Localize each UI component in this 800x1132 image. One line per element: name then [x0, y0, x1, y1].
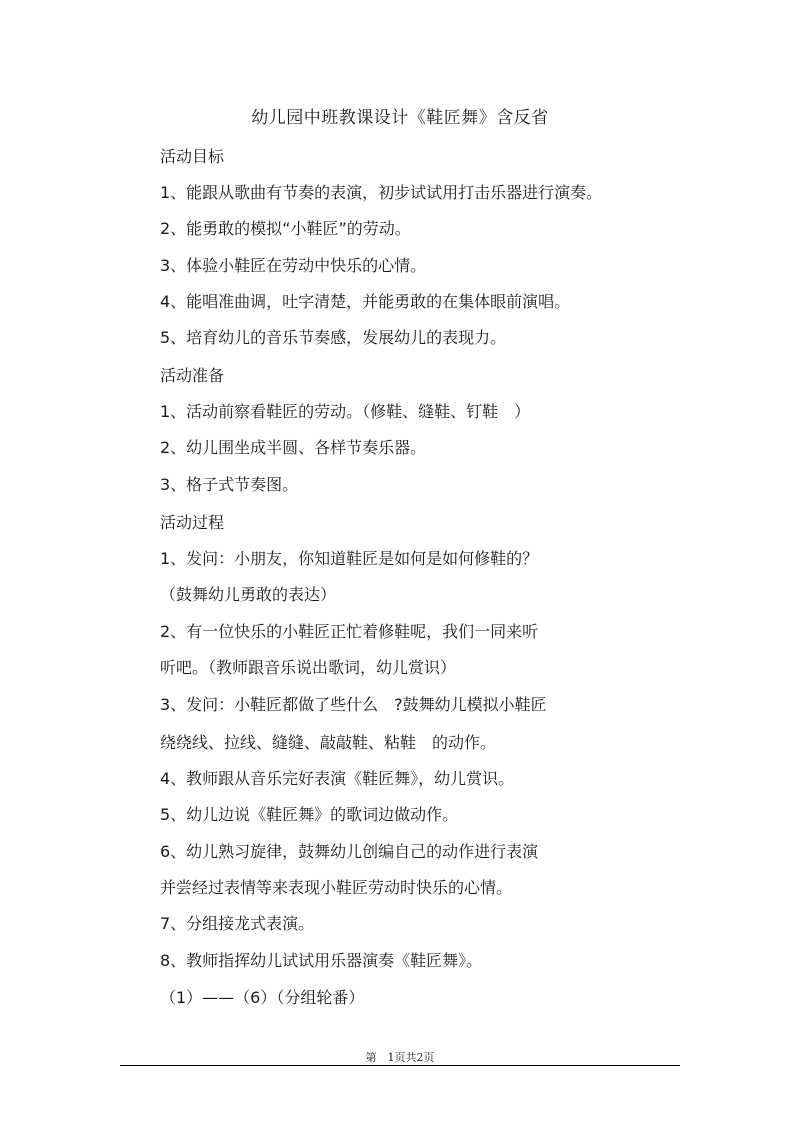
text-line: 7、分组接龙式表演。: [160, 914, 315, 933]
document-title: 幼儿园中班教课设计《鞋匠舞》含反省: [251, 108, 549, 128]
text-line: 2、有一位快乐的小鞋匠正忙着修鞋呢，我们一同来听: [160, 622, 539, 641]
text-line: 3、发问：小鞋匠都做了些什么 ?鼓舞幼儿模拟小鞋匠: [160, 695, 547, 714]
text-line: 1、能跟从歌曲有节奏的表演，初步试试用打击乐器进行演奏。: [160, 183, 603, 202]
text-line: 1、活动前察看鞋匠的劳动。（修鞋、缝鞋、钉鞋 ）: [160, 402, 531, 421]
text-line: 6、幼儿熟习旋律，鼓舞幼儿创编自己的动作进行表演: [160, 842, 539, 861]
text-line: 2、能勇敢的模拟“小鞋匠”的劳动。: [160, 219, 411, 238]
section-heading-process: 活动过程: [160, 513, 225, 532]
text-line: 3、格子式节奏图。: [160, 475, 299, 494]
text-line: 1、发问：小朋友，你知道鞋匠是如何是如何修鞋的？: [160, 549, 539, 568]
page-number: 第 1页共2页: [365, 1051, 435, 1064]
section-heading-goals: 活动目标: [160, 147, 225, 166]
text-line: 绕绕线、拉线、缝缝、敲敲鞋、粘鞋 的动作。: [160, 733, 497, 752]
section-heading-preparation: 活动准备: [160, 366, 225, 385]
text-line: 4、教师跟从音乐完好表演《鞋匠舞》，幼儿赏识。: [160, 769, 515, 788]
text-line: （鼓舞幼儿勇敢的表达）: [160, 585, 337, 604]
text-line: 4、能唱准曲调，吐字清楚，并能勇敢的在集体眼前演唱。: [160, 292, 571, 311]
text-line: 8、教师指挥幼儿试试用乐器演奏《鞋匠舞》。: [160, 951, 483, 970]
text-line: 并尝经过表情等来表现小鞋匠劳动时快乐的心情。: [160, 878, 513, 897]
text-line: 5、幼儿边说《鞋匠舞》的歌词边做动作。: [160, 805, 459, 824]
text-line: 3、体验小鞋匠在劳动中快乐的心情。: [160, 256, 427, 275]
text-line: 2、幼儿围坐成半圆、各样节奏乐器。: [160, 438, 427, 457]
text-line: 听吧。（教师跟音乐说出歌词，幼儿赏识）: [160, 658, 457, 677]
text-line: （1）——（6）（分组轮番）: [160, 988, 365, 1007]
footer-divider: [120, 1065, 680, 1066]
text-line: 5、培育幼儿的音乐节奏感，发展幼儿的表现力。: [160, 328, 507, 347]
